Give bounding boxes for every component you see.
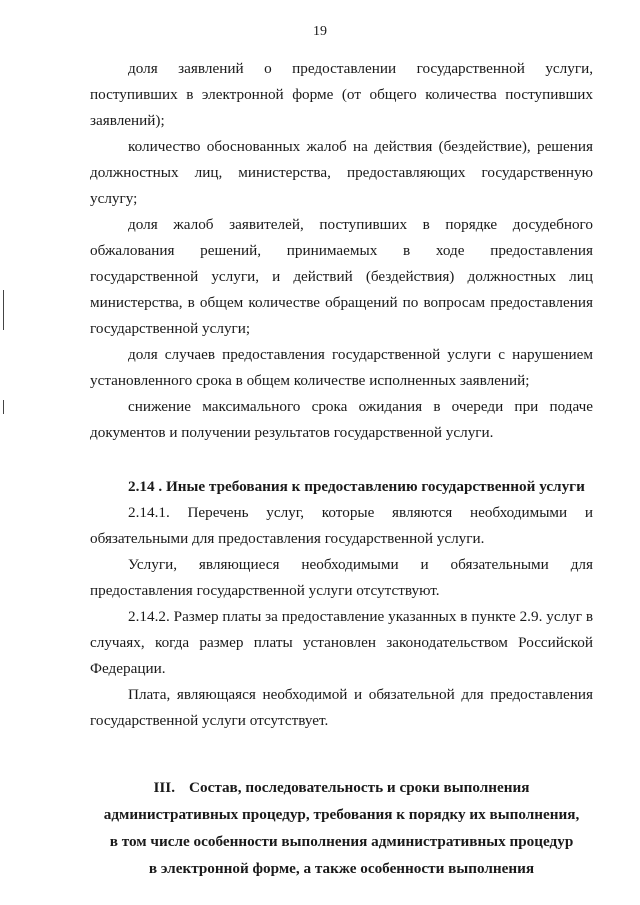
body-paragraph: 2.14.2. Размер платы за предоставление указанных в пункте 2.9. услуг в случаях, когда размер платы установлен законодательством Российской Федерации. <box>90 608 593 677</box>
section-title-line: в электронной форме, а также особенности выполнения <box>148 860 535 877</box>
subsection-heading: 2.14 . Иные требования к предоставлению государственной услуги <box>128 478 585 495</box>
scan-edge-mark <box>3 400 4 414</box>
section-title-line: в том числе особенности выполнения административных процедур <box>109 833 574 850</box>
scan-edge-mark <box>3 290 4 330</box>
body-paragraph: количество обоснованных жалоб на действия (бездействие), решения должностных лиц, министерства, предоставляющих государственную услугу; <box>90 138 593 207</box>
body-paragraph: доля случаев предоставления государственной услуги с нарушением установленного срока в общем количестве исполненных заявлений; <box>90 346 593 389</box>
section-title-text: Состав, последовательность и сроки выполнения <box>189 779 530 796</box>
body-paragraph: Услуги, являющиеся необходимыми и обязательными для предоставления государственной услуги отсутствуют. <box>90 556 593 599</box>
section-title-line: административных процедур, требования к порядку их выполнения, <box>103 806 580 823</box>
body-paragraph: Плата, являющаяся необходимой и обязательной для предоставления государственной услуги отсутствует. <box>90 686 593 729</box>
section-number: III. <box>153 779 176 796</box>
page-number: 19 <box>313 24 327 39</box>
body-paragraph: доля жалоб заявителей, поступивших в порядке досудебного обжалования решений, принимаемых в ходе предоставления государственной услуги, и действий (бездействия) должностных лиц министерства, в общем количестве обращений по вопросам предоставления государственной услуги; <box>90 216 593 337</box>
body-paragraph: снижение максимального срока ожидания в очереди при подаче документов и получении результатов государственной услуги. <box>90 398 593 441</box>
section-heading <box>90 774 593 882</box>
section-title-line <box>90 774 593 801</box>
document-body <box>90 56 593 882</box>
body-paragraph: доля заявлений о предоставлении государственной услуги, поступивших в электронной форме (от общего количества поступивших заявлений); <box>90 60 593 129</box>
body-paragraph: 2.14.1. Перечень услуг, которые являются необходимыми и обязательными для предоставления государственной услуги. <box>90 504 593 547</box>
